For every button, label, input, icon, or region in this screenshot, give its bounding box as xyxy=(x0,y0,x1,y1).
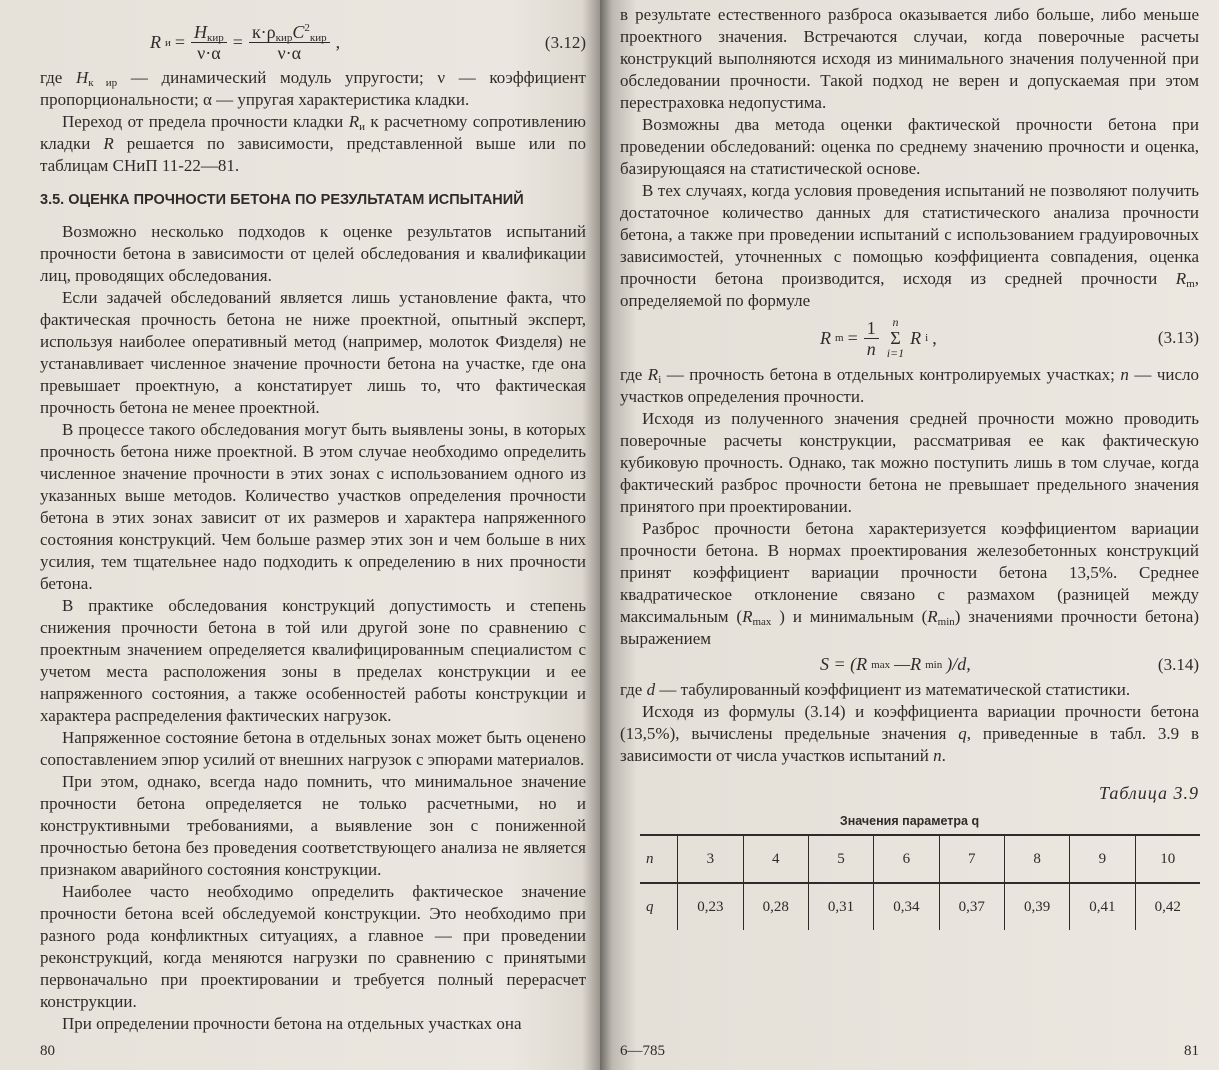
variable: R xyxy=(348,112,360,131)
formula-3-14-row xyxy=(620,654,1199,675)
table-cell: q xyxy=(646,898,654,915)
table-title: Значения параметра q xyxy=(839,814,980,828)
variable: d xyxy=(646,680,656,699)
formula-denominator: ν·α xyxy=(197,43,221,63)
variable: q xyxy=(958,724,967,743)
paragraph: в результате естественного разброса оказывается либо больше, либо меньше проектного значения. Встречаются случаи, когда поверочные расчеты конструкций выполняются исходя из минимального значения полученной при обследовании прочности. Такой подход не верен и допускаемая при этом перестраховка недопустима. xyxy=(620,5,1199,112)
text: где xyxy=(40,68,76,87)
page-number: 80 xyxy=(40,1043,55,1059)
variable: n xyxy=(933,746,942,765)
subscript: i xyxy=(658,374,662,386)
table-cell: 9 xyxy=(1070,835,1135,883)
paragraph xyxy=(620,180,1199,312)
table-cell: 0,34 xyxy=(874,883,939,930)
formula-denominator: n xyxy=(866,338,876,359)
variable: R xyxy=(103,134,114,153)
variable: n xyxy=(1120,365,1129,384)
formula-equals: = xyxy=(847,327,858,348)
summation xyxy=(887,316,904,360)
formula-3-14: S = (R max —R min )/d, xyxy=(820,654,971,674)
formula-symbol: R xyxy=(910,327,922,348)
paragraph: При этом, однако, всегда надо помнить, что минимальное значение прочности бетона определяется не только расчетными, но и конструктивными требованиями, а выявление зон с пониженной прочностью бетона без проведения соответствующего анализа не является признаком аварийного состояния конструкции. xyxy=(40,772,586,879)
right-page xyxy=(600,0,1219,1070)
paragraph xyxy=(620,679,1199,701)
sum-sign: Σ xyxy=(890,328,901,348)
paragraph: Возможно несколько подходов к оценке результатов испытаний прочности бетона в зависимости от целей обследования и квалификации лиц, проводящих обследования. xyxy=(40,222,586,285)
text: — табулированный коэффициент из математической статистики. xyxy=(655,680,1131,699)
variable: R xyxy=(647,365,659,384)
table-cell: 0,39 xyxy=(1004,883,1069,930)
formula-subscript: кир xyxy=(207,32,224,44)
table-caption: Таблица 3.9 xyxy=(1098,783,1199,803)
sum-lower: i=1 xyxy=(886,346,905,360)
variable: R xyxy=(927,607,938,626)
paragraph: Наиболее часто необходимо определить фактическое значение прочности бетона всей обследуемой конструкции. Это необходимо при разного рода конфликтных ситуациях, а главное — при проведении реконструкций, когда меняются нагрузки по сравнению с принятыми первоначально при проектировании и требуется полный перерасчет конструкции. xyxy=(40,882,586,1011)
text: Переход от предела прочности кладки xyxy=(62,112,349,131)
paragraph xyxy=(40,67,586,111)
variable: R xyxy=(1175,269,1187,288)
fraction xyxy=(864,318,879,359)
table-cell: n xyxy=(646,850,654,867)
formula-symbol: C xyxy=(292,22,305,42)
subscript: min xyxy=(937,616,955,628)
text: где xyxy=(620,365,648,384)
table-cell: 4 xyxy=(743,835,808,883)
paragraph xyxy=(40,111,586,177)
variable: R xyxy=(742,607,753,626)
fraction xyxy=(249,22,330,63)
table-cell: 3 xyxy=(678,835,743,883)
page-number: 81 xyxy=(1184,1043,1199,1059)
formula-punct: , xyxy=(932,327,937,348)
paragraph: Напряженное состояние бетона в отдельных зонах может быть оценено сопоставлением эпюр усилий от внешних нагрузок с эпюрами материалов. xyxy=(40,728,586,769)
equation-number: (3.13) xyxy=(1157,328,1199,347)
formula-symbol: H xyxy=(194,22,208,42)
formula-punct: , xyxy=(335,32,341,52)
right-footer xyxy=(620,1035,1199,1060)
formula-3-13-row xyxy=(620,316,1199,360)
formula-symbol: к·ρ xyxy=(251,22,276,42)
paragraph: В процессе такого обследования могут быть выявлены зоны, в которых прочность бетона ниже проектной. В этом случае необходимо определить численное значение прочности в этих зонах с использованием одного из указанных выше методов. Количество участков определения прочности бетона в этих зонах зависит от их размеров и характера напряженного состояния конструкций. Чем больше размер этих зон и чем больше в них усилия, тем тщательнее надо подходить к определению в них прочности бетона. xyxy=(40,420,586,593)
paragraph: Исходя из полученного значения средней прочности можно проводить поверочные расчеты конструкции, рассматривая ее как фактическую кубиковую прочность. Однако, так можно поступить лишь в том случае, когда фактический разброс прочности бетона не превышает предельного значения принятого при проектировании. xyxy=(620,409,1199,516)
table-cell: 0,41 xyxy=(1070,883,1135,930)
paragraph: Возможны два метода оценки фактической прочности бетона при проведении обследований: оценка по среднему значению прочности и оценка, базирующаяся на статистической основе. xyxy=(620,115,1199,178)
text: — динамический модуль упругости; ν — коэффициент пропорциональности; α — упругая характеристика кладки. xyxy=(40,68,586,109)
text: Исходя из формулы (3.14) и коэффициента вариации прочности бетона (13,5%), вычислены предельные значения xyxy=(620,702,1199,743)
signature-mark: 6—785 xyxy=(620,1043,665,1059)
paragraph xyxy=(620,701,1199,767)
text: где xyxy=(620,680,647,699)
formula-symbol: R xyxy=(150,32,161,52)
paragraph xyxy=(620,518,1199,650)
formula-symbol: )/d, xyxy=(946,654,971,674)
section-heading: 3.5. ОЦЕНКА ПРОЧНОСТИ БЕТОНА ПО РЕЗУЛЬТАТАМ ИСПЫТАНИЙ xyxy=(40,192,524,208)
subscript: к ир xyxy=(88,77,118,89)
text: В тех случаях, когда условия проведения испытаний не позволяют получить достаточное количество данных для статистического анализа прочности бетона, а также при проведении испытаний с использованием градуировочных зависимостей, уточненных с помощью коэффициента совпадения, оценка прочности бетона производится, исходя из средней прочности xyxy=(620,181,1199,288)
formula-3-12-row xyxy=(40,22,586,63)
text: Разброс прочности бетона характеризуется коэффициентом вариации прочности бетона. В нормах проектирования железобетонных конструкций принят коэффициент вариации прочности бетона 13,5%. Среднее квадратическое отклонение связано с размахом (разницей между максимальным ( xyxy=(620,519,1199,626)
left-footer xyxy=(40,1035,586,1060)
paragraph: В практике обследования конструкций допустимость и степень снижения прочности бетона в той или другой зоне по сравнению с проектным значением определяется квалифицированным специалистом с учетом места расположения зоны в пределах конструкции и ее напряженного состояния, а также особенностей работы конструкции и характера распределения фактических нагрузок. xyxy=(40,596,586,725)
table-cell: 0,23 xyxy=(678,883,743,930)
table-cell: 8 xyxy=(1004,835,1069,883)
equation-number: (3.12) xyxy=(544,32,586,52)
table-cell: 0,42 xyxy=(1135,883,1200,930)
variable: H xyxy=(76,68,89,87)
right-body-bottom xyxy=(620,679,1199,767)
table-cell: 6 xyxy=(874,835,939,883)
right-body-top xyxy=(620,4,1199,312)
formula-symbol: S = (R xyxy=(820,654,868,674)
text: к расчетному сопротивлению кладки xyxy=(40,112,586,153)
q-values-table xyxy=(640,834,1200,930)
sum-upper: n xyxy=(892,315,899,329)
formula-subscript: кир xyxy=(309,32,327,44)
left-page xyxy=(0,0,600,1070)
formula-numerator: 1 xyxy=(864,318,879,339)
subscript: max xyxy=(752,616,772,628)
formula-subscript: кир xyxy=(275,32,293,44)
text: . xyxy=(941,746,946,765)
formula-3-13: R m = $\frac{1}{n}$ n Σ i=1 R i , xyxy=(820,315,937,360)
subscript: m xyxy=(1186,278,1195,290)
paragraph: Если задачей обследований является лишь установление факта, что фактическая прочность бетона не ниже проектной, опытный эксперт, используя наиболее оперативный метод (например, молоток Физделя) не устанавливает численное значение прочности бетона на участке, где она превышает проектную, а констатирует лишь то, что фактическая прочность бетона не менее проектной. xyxy=(40,288,586,417)
table-cell: 0,31 xyxy=(808,883,873,930)
table-cell: 7 xyxy=(939,835,1004,883)
right-body-middle xyxy=(620,364,1199,650)
text: — прочность бетона в отдельных контролируемых участках; xyxy=(661,365,1121,384)
table-cell: 10 xyxy=(1135,835,1200,883)
left-body xyxy=(40,221,586,1035)
formula-3-12: R и = $\frac{H_{кир}}{\nu\cdot\alpha}$ = $\frac{к\cdot\rho_{кир}C^2_{кир}}{\nu\cdot\alpha}$ , xyxy=(150,22,341,63)
formula-superscript: 2 xyxy=(304,22,310,34)
formula-symbol: —R xyxy=(894,654,922,674)
fraction xyxy=(191,22,227,63)
text: решается по зависимости, представленной выше или по таблицам СНиП 11-22—81. xyxy=(40,134,587,175)
where-3-12-block xyxy=(40,67,586,177)
text: , определяемой по формуле xyxy=(620,269,1199,310)
table-row-n xyxy=(640,835,1200,883)
paragraph: При определении прочности бетона на отдельных участках она xyxy=(62,1014,522,1033)
text: — число участков определения прочности. xyxy=(620,365,1199,406)
text: ) и минимальным ( xyxy=(771,607,928,626)
table-cell: 0,28 xyxy=(743,883,808,930)
formula-denominator: ν·α xyxy=(277,43,302,63)
text: , приведенные в табл. 3.9 в зависимости от числа участков испытаний xyxy=(620,724,1199,765)
table-cell: 5 xyxy=(808,835,873,883)
table-cell: 0,37 xyxy=(939,883,1004,930)
formula-symbol: R xyxy=(820,327,831,348)
paragraph xyxy=(620,364,1199,408)
subscript: и xyxy=(359,121,365,133)
text: ) значениями прочности бетона) выражением xyxy=(620,607,1199,648)
equation-number: (3.14) xyxy=(1157,654,1199,674)
table-row-q xyxy=(640,883,1200,930)
